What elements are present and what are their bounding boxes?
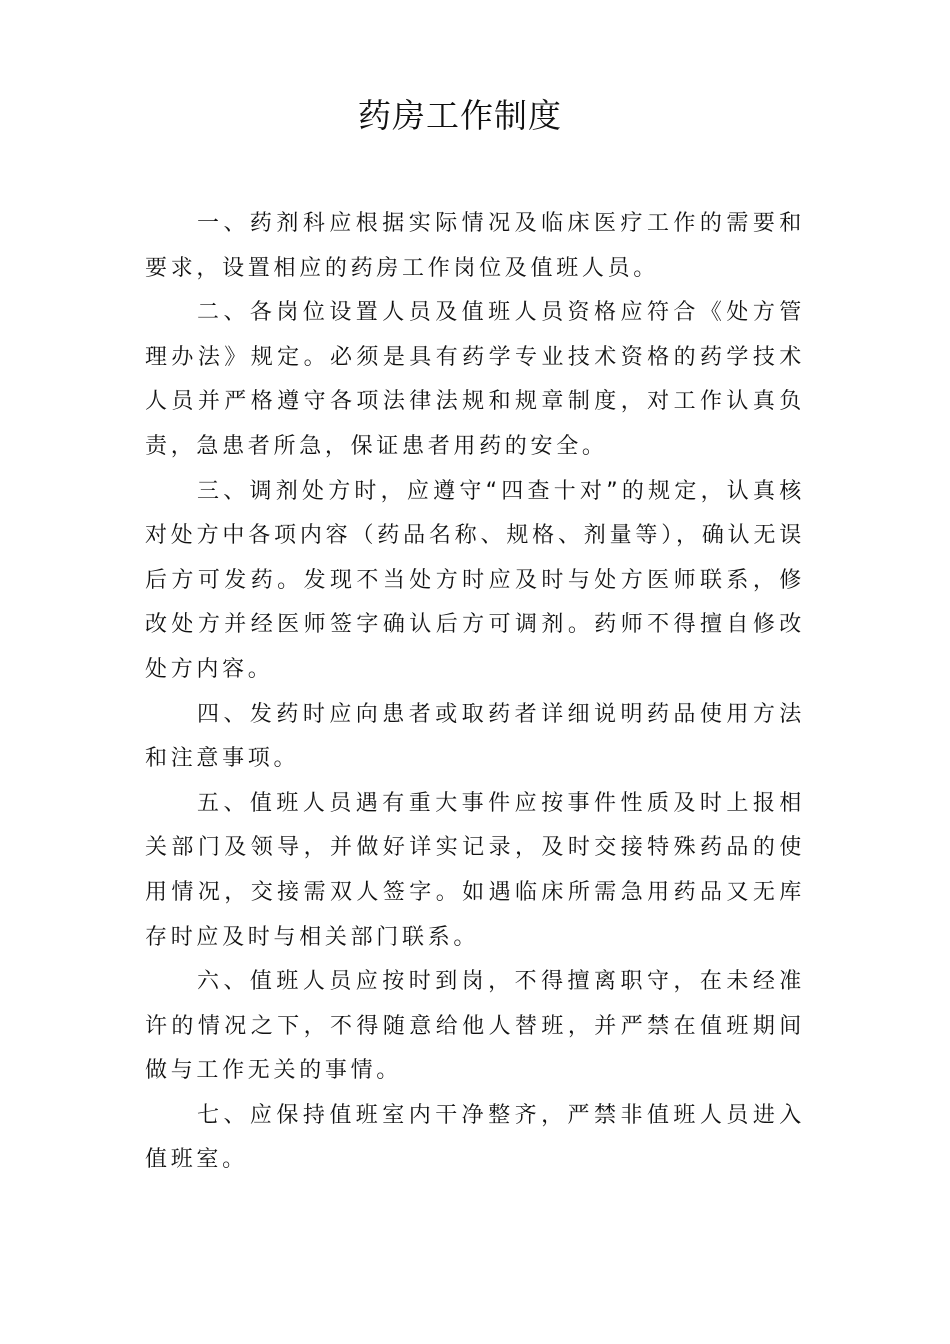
paragraph-7: 七、应保持值班室内干净整齐，严禁非值班人员进入值班室。 xyxy=(145,1102,805,1173)
paragraph-1: 一、药剂科应根据实际情况及临床医疗工作的需要和要求，设置相应的药房工作岗位及值班人员。 xyxy=(145,211,805,281)
paragraph-5: 五、值班人员遇有重大事件应按事件性质及时上报相关部门及领导，并做好详实记录，及时交接特殊药品的使用情况，交接需双人签字。如遇临床所需急用药品又无库存时应及时与相关部门联系。 xyxy=(145,790,805,950)
paragraph-4: 四、发药时应向患者或取药者详细说明药品使用方法和注意事项。 xyxy=(145,701,805,772)
paragraph-2: 二、各岗位设置人员及值班人员资格应符合《处方管理办法》规定。必须是具有药学专业技术资格的药学技术人员并严格遵守各项法律法规和规章制度，对工作认真负责，急患者所急，保证患者用药的安全。 xyxy=(145,300,805,459)
document-body xyxy=(145,202,805,1183)
document-title: 药房工作制度 xyxy=(358,96,562,135)
paragraph-3: 三、调剂处方时，应遵守“四查十对”的规定，认真核对处方中各项内容（药品名称、规格、剂量等），确认无误后方可发药。发现不当处方时应及时与处方医师联系，修改处方并经医师签字确认后方可调剂。药师不得擅自修改处方内容。 xyxy=(145,478,805,682)
paragraph-6: 六、值班人员应按时到岗，不得擅离职守，在未经准许的情况之下，不得随意给他人替班，并严禁在值班期间做与工作无关的事情。 xyxy=(145,969,805,1084)
